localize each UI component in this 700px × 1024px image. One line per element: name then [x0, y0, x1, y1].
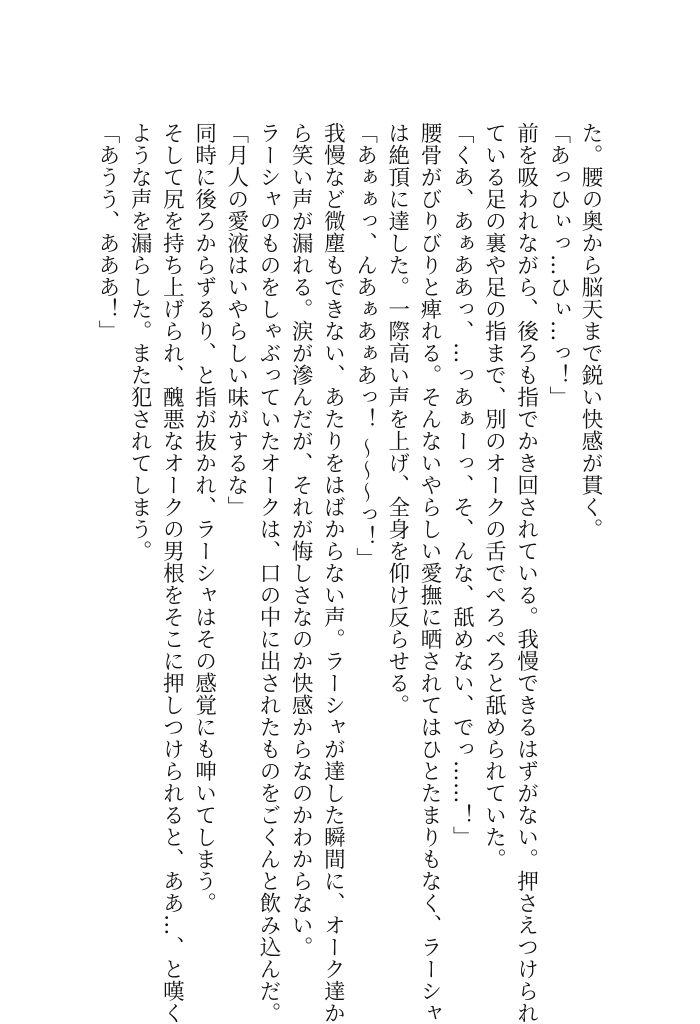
text-line: 「くあ、あぁああっ、…っあぁーっ、そ、んな、舐めない、でっ……！」 [449, 122, 475, 848]
text-line: 同時に後ろからずるり、と指が抜かれ、ラーシャはその感覚にも呻いてしまう。 [191, 122, 217, 914]
text-line: 「あっひぃっ…ひぃ…っ！」 [545, 122, 571, 408]
text-line: た。腰の奥から脳天まで鋭い快感が貫く。 [578, 122, 603, 540]
text-line: 前を吸われながら、後ろも指でかき回されている。我慢できるはずがない。押さえつけられ [513, 122, 539, 1024]
vertical-text-body [91, 122, 606, 1024]
text-line: ラーシャのものをしゃぶっていたオークは、口の中に出されたものをごくんと飲み込んだ。 [255, 122, 281, 1024]
text-line: 「月人の愛液はいやらしい味がするな」 [223, 122, 249, 518]
text-line: 腰骨がびりびりと痺れる。そんないやらしい愛撫に晒されてはひとたまりもなく、ラーシャ [416, 122, 442, 1024]
text-line: そして尻を持ち上げられ、醜悪なオークの男根をそこに押しつけられると、ああ…、と嘆く [159, 122, 185, 1024]
text-line: 我慢など微塵もできない、あたりをはばからない声。ラーシャが達した瞬間に、オーク達か [320, 122, 346, 1024]
text-line: 「あうう、あああ！」 [94, 122, 120, 342]
text-line: は絶頂に達した。一際高い声を上げ、全身を仰け反らせる。 [384, 122, 410, 716]
text-line: 「あぁぁっ、んあぁあぁあっ！ ～～～っ！」 [352, 122, 378, 570]
text-line: ている足の裏や足の指まで、別のオークの舌でぺろぺろと舐められていた。 [481, 122, 507, 870]
text-line: ら笑い声が漏れる。涙が滲んだが、それが悔しさなのか快感からなのかわからない。 [288, 122, 314, 958]
text-line: ような声を漏らした。また犯されてしまう。 [127, 122, 153, 562]
